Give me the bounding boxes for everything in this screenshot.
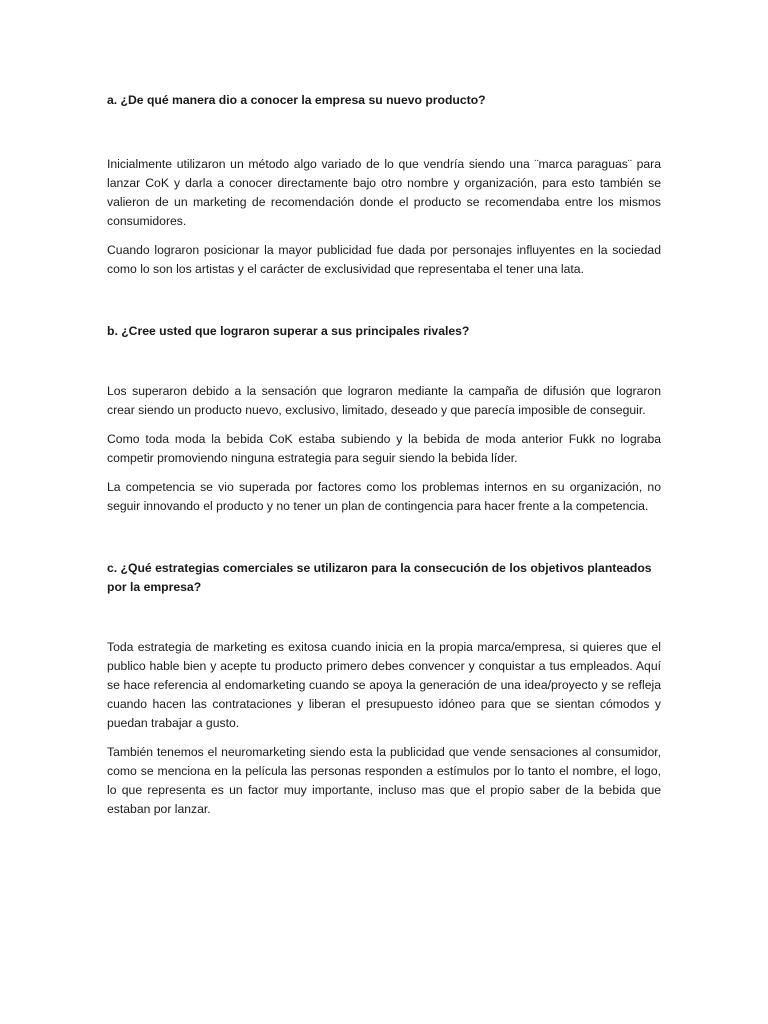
answer-c-paragraph-2: También tenemos el neuromarketing siendo esta la publicidad que vende sensaciones al consumidor, como se menciona en la película las personas responden a estímulos por lo tanto el nombre, el logo, lo que representa es un factor muy importante, incluso mas que el propio saber de la bebida que estaban por lanzar.	[107, 745, 661, 816]
answer-a-paragraph-1: Inicialmente utilizaron un método algo variado de lo que vendría siendo una ¨marca paraguas¨ para lanzar CoK y darla a conocer directamente bajo otro nombre y organización, para esto también se valieron de un marketing de recomendación donde el producto se recomendaba entre los mismos consumidores.	[107, 157, 661, 228]
question-a: a. ¿De qué manera dio a conocer la empresa su nuevo producto?	[107, 93, 486, 107]
section-b	[107, 322, 661, 516]
section-a	[107, 0, 661, 279]
question-b: b. ¿Cree usted que lograron superar a sus principales rivales?	[107, 324, 470, 338]
answer-c-paragraph-1: Toda estrategia de marketing es exitosa cuando inicia en la propia marca/empresa, si quieres que el publico hable bien y acepte tu producto primero debes convencer y conquistar a tus empleados. Aquí se hace referencia al endomarketing cuando se apoya la generación de una idea/proyecto y se refleja cuando hacen las contrataciones y liberan el presupuesto idóneo para que se sientan cómodos y puedan trabajar a gusto.	[107, 640, 661, 730]
answer-b-paragraph-2: Como toda moda la bebida CoK estaba subiendo y la bebida de moda anterior Fukk no lograba competir promoviendo ninguna estrategia para seguir siendo la bebida líder.	[107, 432, 661, 465]
answer-b-paragraph-3: La competencia se vio superada por factores como los problemas internos en su organización, no seguir innovando el producto y no tener un plan de contingencia para hacer frente a la competencia.	[107, 480, 661, 513]
answer-a-paragraph-2: Cuando lograron posicionar la mayor publicidad fue dada por personajes influyentes en la sociedad como lo son los artistas y el carácter de exclusividad que representaba el tener una lata.	[107, 243, 661, 276]
section-c	[107, 559, 661, 819]
question-c: c. ¿Qué estrategias comerciales se utilizaron para la consecución de los objetivos planteados por la empresa?	[107, 561, 652, 594]
answer-b-paragraph-1: Los superaron debido a la sensación que lograron mediante la campaña de difusión que lograron crear siendo un producto nuevo, exclusivo, limitado, deseado y que parecía imposible de conseguir.	[107, 384, 661, 417]
